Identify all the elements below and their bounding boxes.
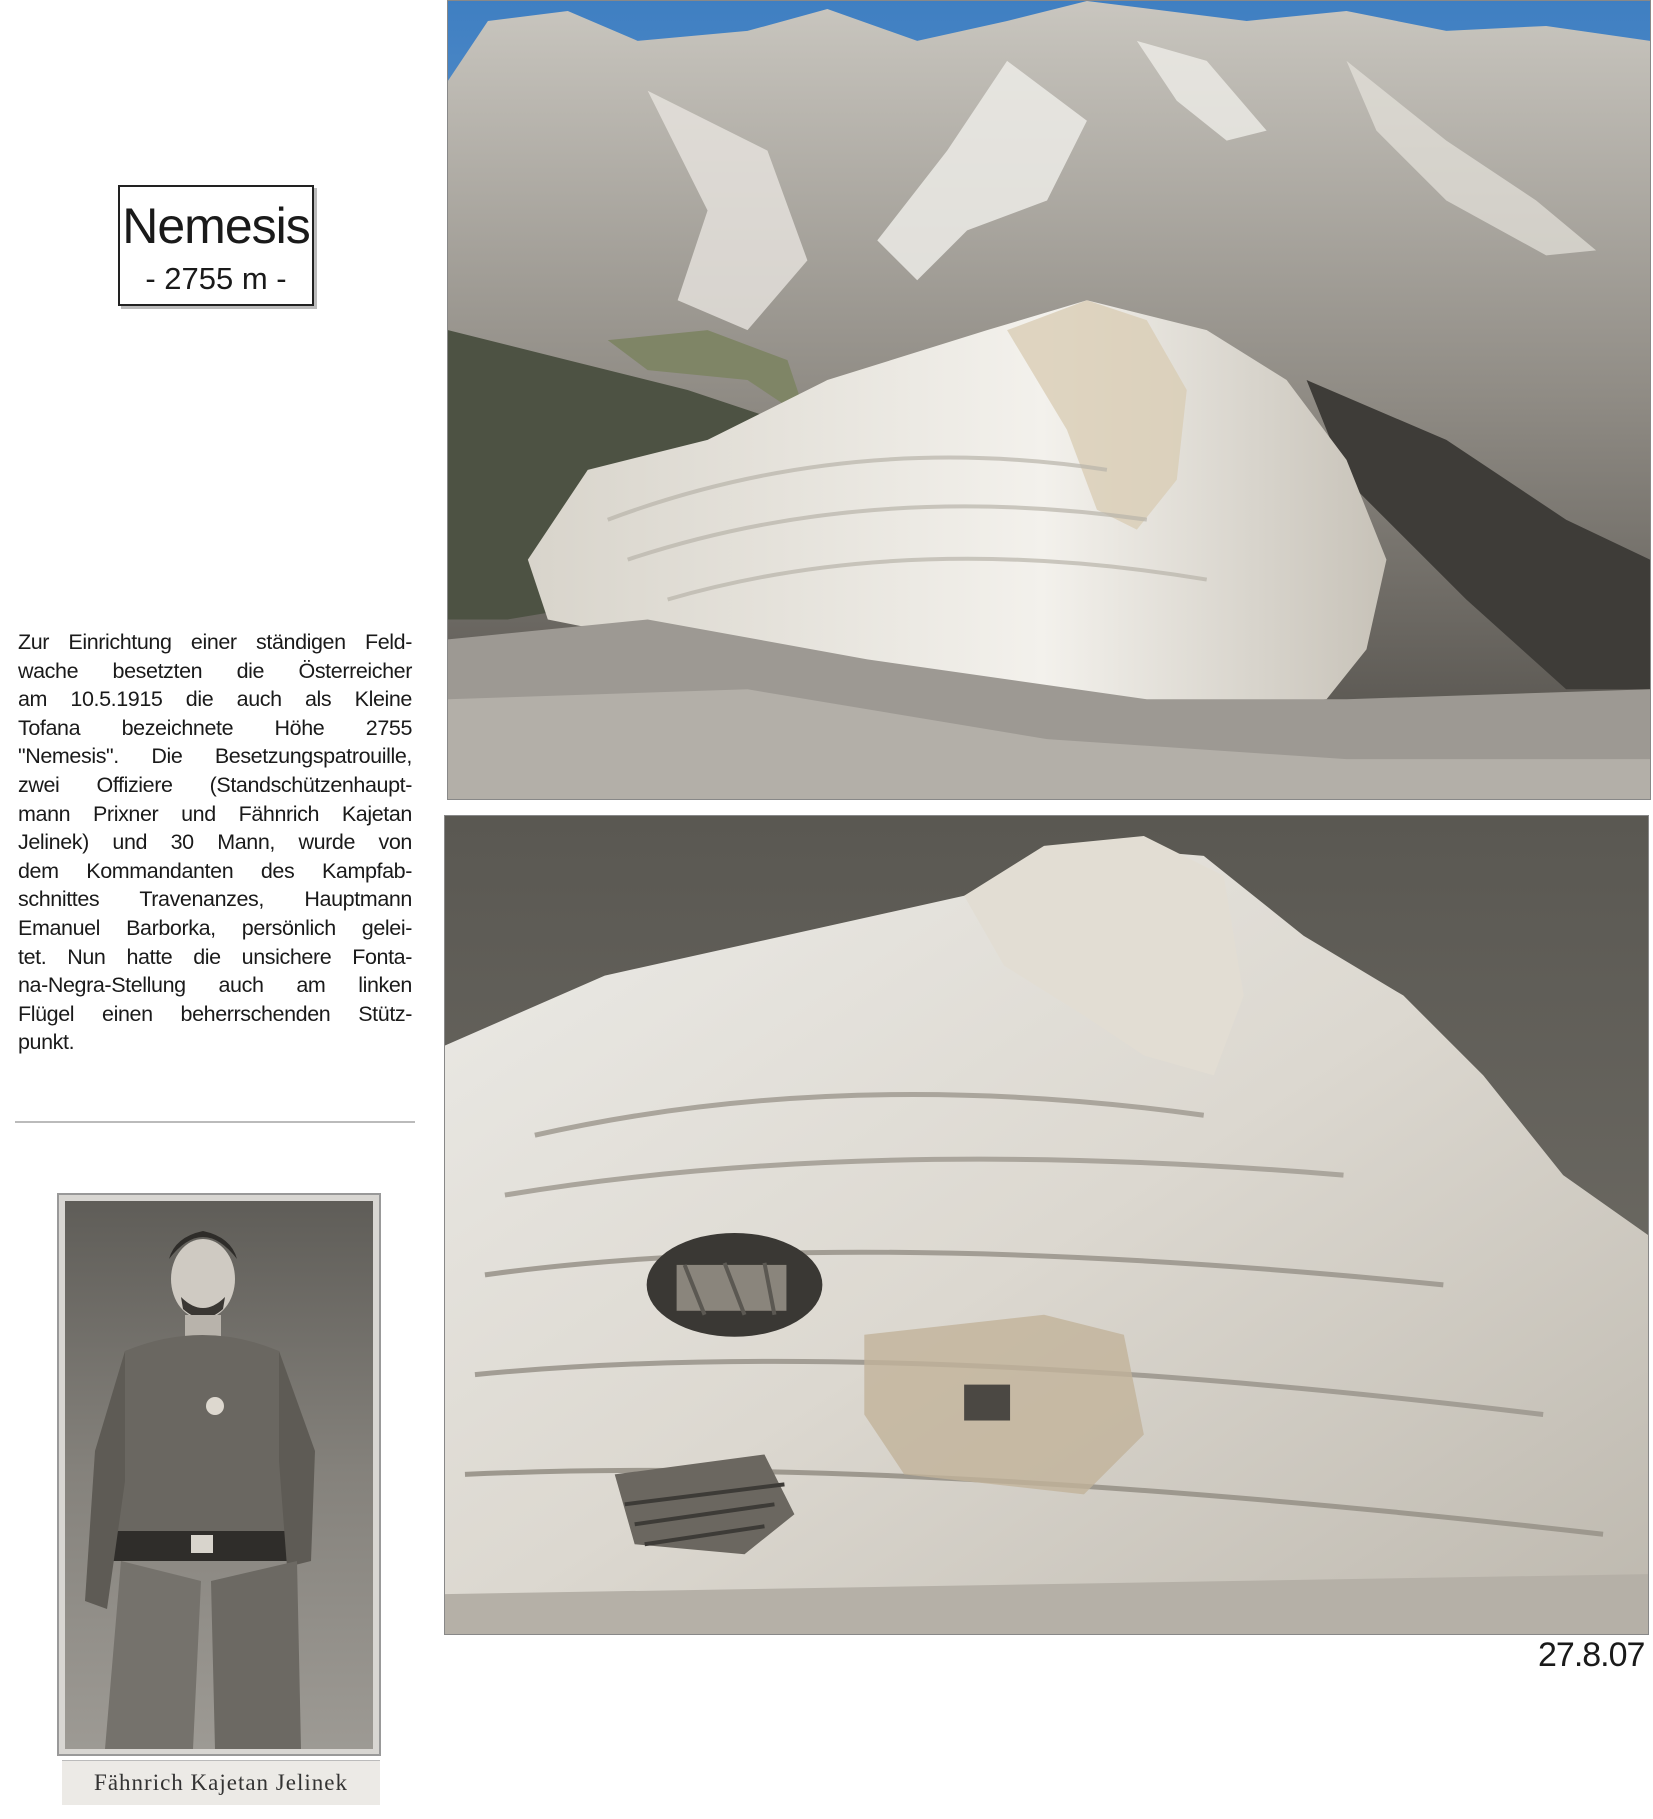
- caption-line: Jelinek) und 30 Mann, wurde von: [18, 830, 412, 855]
- portrait-illustration: [65, 1201, 373, 1749]
- summit-fortification-illustration: [445, 816, 1648, 1634]
- title-box: [118, 185, 314, 306]
- page-title: Nemesis: [122, 198, 310, 254]
- date-label: 27.8.07: [1538, 1636, 1645, 1674]
- portrait-photo-frame: [57, 1193, 381, 1756]
- caption-line: mann Prixner und Fähnrich Kajetan: [18, 801, 412, 826]
- caption-line: dem Kommandanten des Kampfab-: [18, 858, 412, 883]
- mountain-panorama-illustration: [448, 1, 1650, 799]
- caption-line: am 10.5.1915 die auch als Kleine: [18, 687, 412, 712]
- portrait-caption: Fähnrich Kajetan Jelinek: [62, 1760, 380, 1805]
- caption-line: tet. Nun hatte die unsichere Fonta-: [18, 944, 412, 969]
- portrait-photo: [65, 1201, 373, 1749]
- caption-line: wache besetzten die Österreicher: [18, 658, 412, 683]
- caption-divider: [15, 1121, 415, 1123]
- caption-line: Flügel einen beherrschenden Stütz-: [18, 1001, 412, 1026]
- caption-line: "Nemesis". Die Besetzungspatrouille,: [18, 744, 412, 769]
- caption-line: na-Negra-Stellung auch am linken: [18, 973, 412, 998]
- caption-text: [18, 628, 412, 1057]
- caption-line: Tofana bezeichnete Höhe 2755: [18, 715, 412, 740]
- caption-line: Zur Einrichtung einer ständigen Feld-: [18, 630, 412, 654]
- caption-line: Emanuel Barborka, persönlich gelei-: [18, 915, 412, 940]
- summit-fortification-photo: [444, 815, 1649, 1635]
- mountain-panorama-photo: [447, 0, 1651, 800]
- caption-line: zwei Offiziere (Standschützenhaupt-: [18, 772, 412, 797]
- caption-line: punkt.: [18, 1030, 75, 1055]
- elevation-label: - 2755 m -: [145, 261, 287, 296]
- caption-line: schnittes Travenanzes, Hauptmann: [18, 887, 412, 912]
